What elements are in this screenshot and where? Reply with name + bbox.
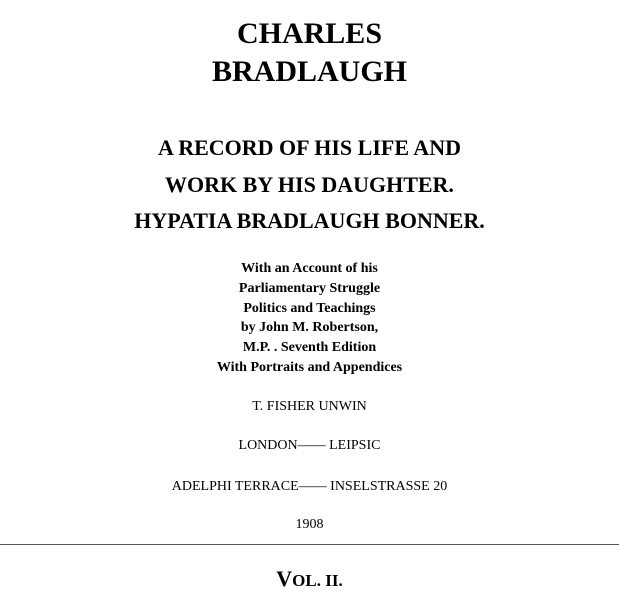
subtitle-line-3: HYPATIA BRADLAUGH BONNER. [134, 208, 485, 233]
volume-label [0, 568, 619, 590]
account-line-3: Politics and Teachings [243, 301, 376, 316]
publisher-addresses: ADELPHI TERRACE—— INSELSTRASSE 20 [171, 479, 448, 494]
account-line-2: Parliamentary Struggle [238, 281, 381, 296]
title-line-2: BRADLAUGH [211, 55, 407, 88]
account-line-1: With an Account of his [241, 261, 378, 276]
publisher-cities: LONDON—— LEIPSIC [238, 438, 381, 453]
publication-year: 1908 [295, 517, 324, 532]
subtitle-line-2: WORK BY HIS DAUGHTER. [165, 172, 454, 197]
account-line-4: by John M. Robertson, [240, 320, 379, 335]
volume-rest: OL. II. [292, 571, 343, 590]
subtitle-line-1: A RECORD OF HIS LIFE AND [158, 135, 461, 160]
page-divider [0, 544, 619, 545]
account-line-5: M.P. . Seventh Edition [242, 340, 377, 355]
account-line-6: With Portraits and Appendices [216, 360, 403, 375]
volume-first-letter: V [276, 566, 293, 591]
publisher-name: T. FISHER UNWIN [252, 399, 367, 414]
title-line-1: CHARLES [236, 17, 383, 50]
